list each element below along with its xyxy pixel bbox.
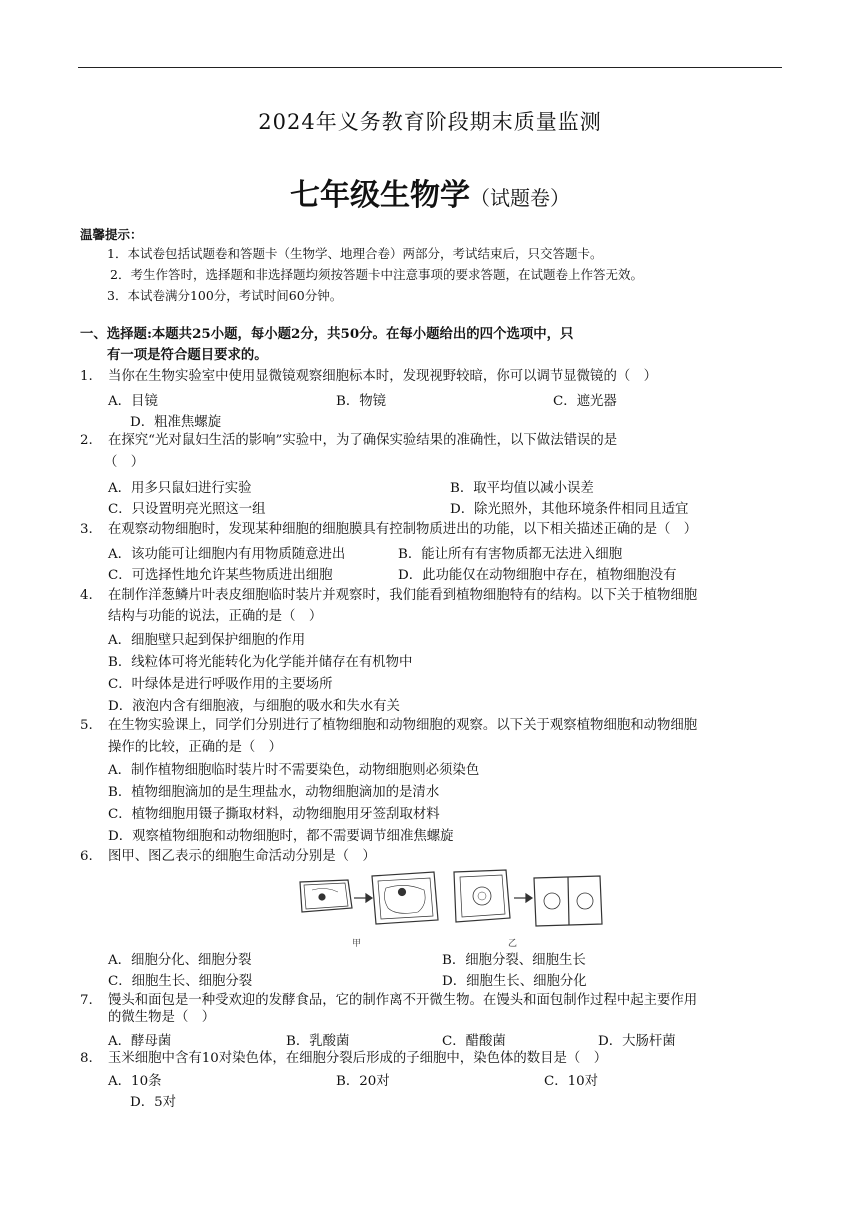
question-stem: 在探究“光对鼠妇生活的影响”实验中，为了确保实验结果的准确性，以下做法错误的是 (108, 433, 618, 448)
arrow-icon (514, 894, 532, 902)
option-c: C．叶绿体是进行呼吸作用的主要场所 (108, 677, 333, 692)
option-a: A．目镜 (108, 394, 158, 409)
question-number: 1. (80, 369, 93, 384)
option-c: C．醋酸菌 (442, 1034, 506, 1049)
option-b: B．取平均值以减小误差 (450, 481, 594, 496)
question-stem: 玉米细胞中含有10对染色体，在细胞分裂后形成的子细胞中，染色体的数目是（ ） (108, 1051, 608, 1066)
option-b: B．物镜 (336, 394, 387, 409)
option-c: C．遮光器 (553, 394, 617, 409)
top-rule (78, 67, 782, 68)
option-b: B．植物细胞滴加的是生理盐水，动物细胞滴加的是清水 (108, 785, 440, 800)
option-d: D．液泡内含有细胞液，与细胞的吸水和失水有关 (108, 699, 400, 714)
question-stem: 当你在生物实验室中使用显微镜观察细胞标本时，发现视野较暗，你可以调节显微镜的（ ） (108, 369, 658, 384)
option-a: A．10条 (108, 1074, 162, 1089)
option-d: D．5对 (130, 1095, 177, 1110)
question-stem: 图甲、图乙表示的细胞生命活动分别是（ ） (108, 849, 376, 864)
option-a: A．制作植物细胞临时装片时不需要染色，动物细胞则必须染色 (108, 763, 480, 778)
option-b: B．线粒体可将光能转化为化学能并储存在有机物中 (108, 655, 413, 670)
exam-title: 2024年义务教育阶段期末质量监测 (258, 110, 602, 134)
subject-title (0, 170, 860, 214)
section-heading-line2: 有一项是符合题目要求的。 (107, 347, 268, 363)
option-b: B．20对 (336, 1074, 390, 1089)
question-number: 6. (80, 849, 93, 864)
question-stem: 在生物实验课上，同学们分别进行了植物细胞和动物细胞的观察。以下关于观察植物细胞和动物细胞 (108, 718, 698, 733)
subject-note: （试题卷） (470, 186, 570, 210)
question-stem: 操作的比较，正确的是（ ） (108, 740, 283, 755)
question-stem: 结构与功能的说法，正确的是（ ） (108, 609, 323, 624)
option-d: D．细胞生长、细胞分化 (442, 974, 587, 989)
option-a: A．酵母菌 (108, 1034, 172, 1049)
question-number: 2. (80, 433, 93, 448)
option-c: C．细胞生长、细胞分裂 (108, 974, 253, 989)
option-d: D．观察植物细胞和动物细胞时，都不需要调节细准焦螺旋 (108, 829, 454, 844)
option-d: D．此功能仅在动物细胞中存在，植物细胞没有 (398, 568, 677, 583)
cell-activity-figure (296, 868, 606, 948)
question-number: 5. (80, 718, 93, 733)
arrow-icon (354, 894, 372, 902)
section-heading-line1: 一、选择题:本题共25小题，每小题2分，共50分。在每小题给出的四个选项中，只 (80, 326, 574, 342)
tip-item: 1．本试卷包括试题卷和答题卡（生物学、地理合卷）两部分，考试结束后，只交答题卡。 (107, 246, 603, 261)
cell-small-jia (300, 880, 352, 912)
option-a: A．该功能可让细胞内有用物质随意进出 (108, 547, 346, 562)
question-stem: 在观察动物细胞时，发现某种细胞的细胞膜具有控制物质进出的功能，以下相关描述正确的是（ ） (108, 522, 698, 537)
figure-label-jia: 甲 (352, 939, 362, 948)
tip-item: 2．考生作答时，选择题和非选择题均须按答题卡中注意事项的要求答题，在试题卷上作答无效。 (110, 267, 643, 282)
subject-name: 七年级生物学 (290, 178, 470, 213)
option-a: A．细胞壁只起到保护细胞的作用 (108, 633, 306, 648)
question-number: 7. (80, 993, 93, 1008)
tips-label: 温馨提示： (80, 227, 143, 242)
option-c: C．只设置明亮光照这一组 (108, 502, 266, 517)
option-d: D．粗准焦螺旋 (130, 415, 222, 430)
question-number: 4. (80, 588, 93, 603)
question-stem: 在制作洋葱鳞片叶表皮细胞临时装片并观察时，我们能看到植物细胞特有的结构。以下关于植物细胞 (108, 588, 698, 603)
cell-large-jia (372, 872, 438, 924)
option-c: C．植物细胞用镊子撕取材料，动物细胞用牙签刮取材料 (108, 807, 440, 822)
cell-after-division-yi (534, 876, 602, 926)
tip-item: 3．本试卷满分100分，考试时间60分钟。 (107, 288, 343, 303)
question-number: 8. (80, 1051, 93, 1066)
option-b: B．能让所有有害物质都无法进入细胞 (398, 547, 623, 562)
option-d: D．大肠杆菌 (598, 1034, 676, 1049)
option-b: B．乳酸菌 (286, 1034, 350, 1049)
question-stem: 馒头和面包是一种受欢迎的发酵食品，它的制作离不开微生物。在馒头和面包制作过程中起主要作用 (108, 993, 698, 1008)
question-number: 3. (80, 522, 93, 537)
option-a: A．细胞分化、细胞分裂 (108, 953, 252, 968)
option-d: D．除光照外，其他环境条件相同且适宜 (450, 502, 689, 517)
question-stem: （ ） (104, 455, 145, 470)
question-stem: 的微生物是（ ） (108, 1010, 216, 1025)
option-c: C．10对 (544, 1074, 599, 1089)
option-b: B．细胞分裂、细胞生长 (442, 953, 586, 968)
cell-before-division-yi (454, 870, 510, 922)
figure-label-yi: 乙 (508, 939, 518, 948)
option-c: C．可选择性地允许某些物质进出细胞 (108, 568, 333, 583)
option-a: A．用多只鼠妇进行实验 (108, 481, 252, 496)
